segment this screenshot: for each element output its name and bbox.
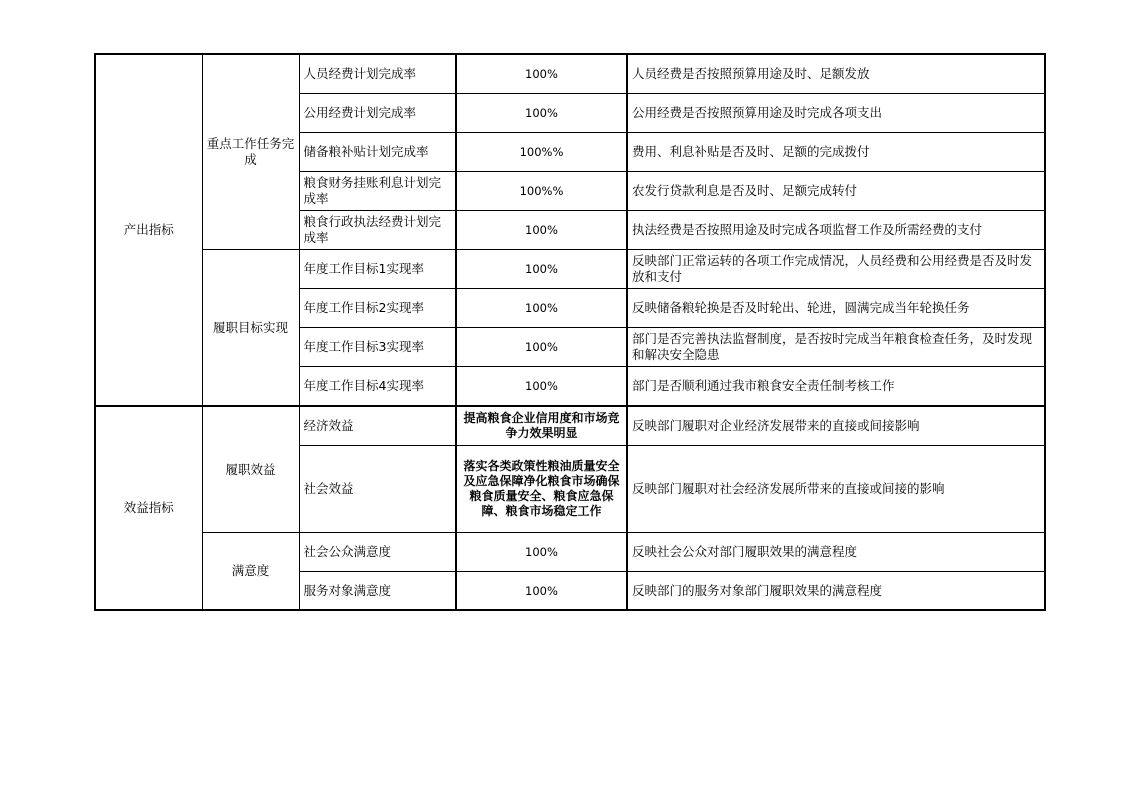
indicator-name: 社会效益 (299, 446, 456, 533)
table-row (95, 250, 1045, 289)
indicator-name: 年度工作目标4实现率 (299, 367, 456, 407)
category-benefit-indicators: 效益指标 (95, 406, 202, 610)
indicator-value: 100% (456, 54, 627, 94)
subcategory-duty-benefits: 履职效益 (202, 406, 299, 533)
indicator-description: 反映储备粮轮换是否及时轮出、轮进，圆满完成当年轮换任务 (627, 289, 1045, 328)
indicator-name: 年度工作目标2实现率 (299, 289, 456, 328)
indicator-description: 农发行贷款利息是否及时、足额完成转付 (627, 172, 1045, 211)
indicator-description: 执法经费是否按照用途及时完成各项监督工作及所需经费的支付 (627, 211, 1045, 250)
indicator-description: 反映社会公众对部门履职效果的满意程度 (627, 533, 1045, 572)
table-row (95, 406, 1045, 446)
indicator-description: 反映部门的服务对象部门履职效果的满意程度 (627, 572, 1045, 611)
indicator-name: 年度工作目标3实现率 (299, 328, 456, 367)
subcategory-key-tasks: 重点工作任务完成 (202, 54, 299, 250)
indicator-name: 储备粮补贴计划完成率 (299, 133, 456, 172)
indicator-description: 人员经费是否按照预算用途及时、足额发放 (627, 54, 1045, 94)
indicator-description: 部门是否顺利通过我市粮食安全责任制考核工作 (627, 367, 1045, 407)
indicator-description: 反映部门履职对企业经济发展带来的直接或间接影响 (627, 406, 1045, 446)
subcategory-satisfaction: 满意度 (202, 533, 299, 611)
indicator-description: 公用经费是否按照预算用途及时完成各项支出 (627, 94, 1045, 133)
indicator-description: 反映部门正常运转的各项工作完成情况，人员经费和公用经费是否及时发放和支付 (627, 250, 1045, 289)
indicator-value: 100%% (456, 133, 627, 172)
indicator-name: 人员经费计划完成率 (299, 54, 456, 94)
indicator-description: 费用、利息补贴是否及时、足额的完成拨付 (627, 133, 1045, 172)
table-row (95, 533, 1045, 572)
indicator-name: 服务对象满意度 (299, 572, 456, 611)
indicator-name: 粮食行政执法经费计划完成率 (299, 211, 456, 250)
indicator-name: 经济效益 (299, 406, 456, 446)
indicator-name: 公用经费计划完成率 (299, 94, 456, 133)
performance-indicator-table (94, 53, 1046, 611)
indicator-name: 社会公众满意度 (299, 533, 456, 572)
indicator-value: 100%% (456, 172, 627, 211)
indicator-value: 100% (456, 211, 627, 250)
indicator-value: 提高粮食企业信用度和市场竞争力效果明显 (456, 406, 627, 446)
indicator-value: 100% (456, 367, 627, 407)
indicator-value: 100% (456, 328, 627, 367)
indicator-name: 年度工作目标1实现率 (299, 250, 456, 289)
category-output-indicators: 产出指标 (95, 54, 202, 406)
indicator-value: 100% (456, 289, 627, 328)
indicator-value: 落实各类政策性粮油质量安全及应急保障净化粮食市场确保粮食质量安全、粮食应急保障、粮食市场稳定工作 (456, 446, 627, 533)
indicator-value: 100% (456, 250, 627, 289)
indicator-value: 100% (456, 572, 627, 611)
table-row (95, 54, 1045, 94)
indicator-value: 100% (456, 94, 627, 133)
indicator-name: 粮食财务挂账利息计划完成率 (299, 172, 456, 211)
indicator-description: 反映部门履职对社会经济发展所带来的直接或间接的影响 (627, 446, 1045, 533)
subcategory-duty-goals: 履职目标实现 (202, 250, 299, 407)
indicator-value: 100% (456, 533, 627, 572)
indicator-description: 部门是否完善执法监督制度，是否按时完成当年粮食检查任务，及时发现和解决安全隐患 (627, 328, 1045, 367)
